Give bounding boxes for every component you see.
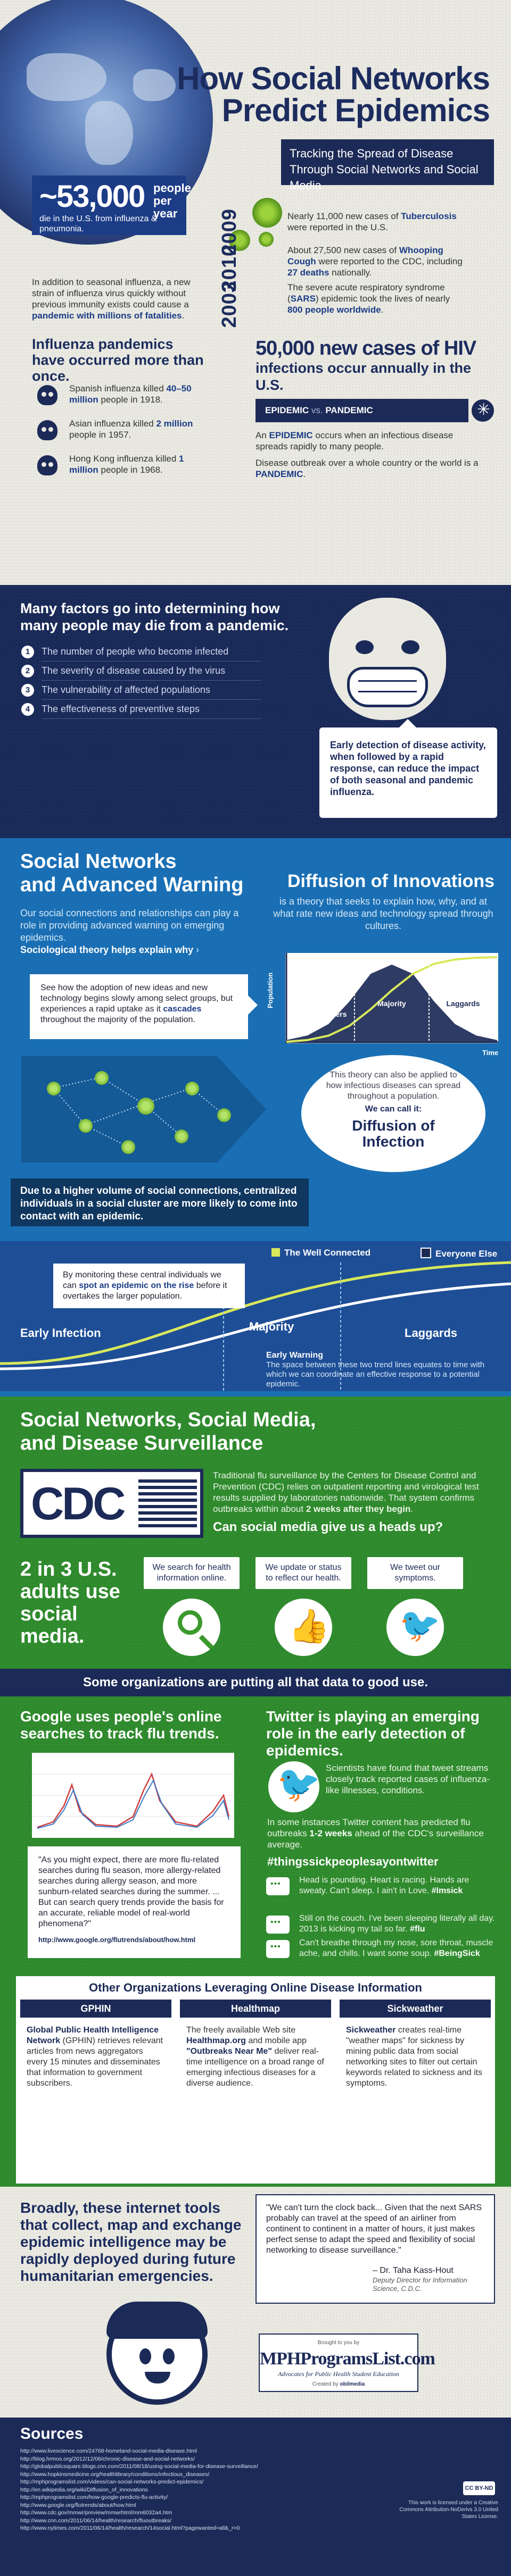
legend-everyone-else: Everyone Else bbox=[421, 1248, 497, 1259]
tweet-symptoms-bubble: We tweet our symptoms. bbox=[367, 1557, 463, 1589]
source-link[interactable]: http://www.cnn.com/2011/06/14/health/research/fluoutbreaks/ bbox=[20, 2517, 172, 2524]
other-organizations-panel: Other Organizations Leveraging Online Disease Information GPHIN Global Public Health Intelligence Network (GPHIN) retrieves relevant articles from news aggregators every 15 minutes and disseminates that information to government subscribers. Healthmap The freely available Web site Healthmap.org and mobile app "Outbreaks Near Me" deliver real-time intelligence on a broad range of emerging infectious diseases for a diverse audience. Sickweather Sickweather creates real-time "weather maps" for sickness by mining public data from social networking sites to filter out certain keywords related to sickness and its symptoms. bbox=[16, 1976, 495, 2184]
factors-heading: Many factors go into determining how many people may die from a pandemic. bbox=[20, 600, 289, 633]
stage-early-infection: Early Infection bbox=[20, 1326, 101, 1340]
factor-item: 3 The vulnerability of affected populations bbox=[21, 683, 261, 699]
cdc-paragraph: Traditional flu surveillance by the Centers for Disease Control and Prevention (CDC) relies on outpatient reporting and virological test results supplied by laboratories nationwide. That system confirms outbreaks within about 2 weeks after they begin. bbox=[213, 1470, 479, 1514]
factor-item: 2 The severity of disease caused by the virus bbox=[21, 664, 261, 680]
tweet-item: ••• Can't breathe through my nose, sore throat, muscle ache, and chills. I want some soup. #BeingSick bbox=[266, 1938, 495, 1973]
deaths-stat: ~53,000 people per year die in the U.S. from influenza & pneumonia. bbox=[32, 175, 186, 235]
chart-label-majority: Majority bbox=[377, 999, 406, 1008]
epidemic-vs-pandemic-bar: EPIDEMIC vs. PANDEMIC bbox=[256, 399, 468, 422]
chart-ylabel: Population bbox=[266, 972, 274, 1008]
pandemic-item: Spanish influenza killed 40–50 million people in 1918. bbox=[37, 383, 213, 413]
google-quote: "As you might expect, there are more flu-related searches during flu season, more allergy-related searches during allergy season, and more sunburn-related searches during the summer. ... But can search query trends provide the basis for an accurate, reliable model of real-world phenomena?" http://www.google.org/flutrends/about/how.html bbox=[28, 1846, 241, 1958]
kass-hout-quote: "We can't turn the clock back... Given that the next SARS probably can travel at the speed of an airliner from continent to continent in a matter of hours, it just makes perfect sense to adapt the speed and flexibility of social networking to disease surveillance." – Dr. Taha Kass-Hout Deputy Director for Information Science, C.D.C. bbox=[256, 2194, 495, 2304]
source-link[interactable]: http://mphprogramslist.com/videos/can-social-networks-predict-epidemics/ bbox=[20, 2479, 204, 2485]
search-health-bubble: We search for health information online. bbox=[144, 1557, 240, 1589]
seasonal-influenza-text: In addition to seasonal influenza, a new strain of influenza virus quickly without previous immunity exists could cause a pandemic with millions of fatalities. bbox=[32, 277, 191, 321]
source-link[interactable]: http://www.google.org/flutrends/about/how.html bbox=[20, 2502, 136, 2508]
pandemic-item: Hong Kong influenza killed 1 million people in 1968. bbox=[37, 453, 213, 483]
sociological-theory-text: Sociological theory helps explain why › bbox=[20, 944, 199, 956]
header-section bbox=[0, 0, 511, 585]
year-label: 2009 bbox=[218, 208, 241, 256]
pandemic-item: Asian influenza killed 2 million people in 1957. bbox=[37, 418, 213, 448]
page-subtitle: Tracking the Spread of Disease Through Social Networks and Social Media bbox=[281, 139, 494, 185]
diffusion-chart bbox=[285, 953, 498, 1043]
factor-item: 4 The effectiveness of preventive steps bbox=[21, 702, 261, 718]
tweet-item: ••• Head is pounding. Heart is racing. Hands are sweaty. Can't sleep. I ain't in Love. #Imsick bbox=[266, 1875, 495, 1911]
cdc-logo: CDC bbox=[20, 1469, 203, 1538]
page-title: How Social Networks Predict Epidemics bbox=[177, 61, 490, 128]
diffusion-heading: Diffusion of Innovations bbox=[287, 871, 495, 891]
social-cluster-illustration bbox=[21, 1056, 266, 1162]
surveillance-heading: Social Networks, Social Media, and Disease Surveillance bbox=[20, 1409, 316, 1454]
monitoring-box: By monitoring these central individuals we can spot an epidemic on the rise before it overtakes the larger population. bbox=[53, 1264, 245, 1308]
network-heading: Social Networks and Advanced Warning bbox=[20, 850, 244, 896]
factor-item: 1 The number of people who become infected bbox=[21, 645, 261, 660]
update-status-bubble: We update or status to reflect our health. bbox=[256, 1557, 351, 1589]
google-heading: Google uses people's online searches to track flu trends. bbox=[20, 1708, 222, 1742]
thumbs-up-icon: 👍 bbox=[275, 1599, 332, 1656]
heads-up-question: Can social media give us a heads up? bbox=[213, 1520, 443, 1534]
source-link[interactable]: http://www.nytimes.com/2011/06/14/health/research/14social.html?pagewanted=all&_r=0 bbox=[20, 2525, 240, 2531]
mph-programs-logo[interactable]: Brought to you by MPHProgramsList.com Advocates for Public Health Student Education Created by obilmedia bbox=[259, 2334, 418, 2392]
org-sickweather: Sickweather Sickweather creates real-time "weather maps" for sickness by mining public data from social networking sites to filter out certain keywords related to sickness and its symptoms. bbox=[335, 2000, 495, 2180]
source-link[interactable]: http://www.cdc.gov/mmwr/preview/mmwrhtml/mm6032a4.htm bbox=[20, 2510, 172, 2516]
social-media-stat: 2 in 3 U.S. adults use social media. bbox=[20, 1558, 120, 1647]
flu-trends-chart bbox=[32, 1753, 234, 1838]
person-face-icon bbox=[106, 2304, 208, 2405]
org-healthmap: Healthmap The freely available Web site Healthmap.org and mobile app "Outbreaks Near Me" deliver real-time intelligence on a broad range of emerging infectious diseases for a diverse audience. bbox=[176, 2000, 335, 2180]
chart-label-early-adopters: Early Adopters bbox=[294, 1010, 347, 1018]
stage-majority: Majority bbox=[249, 1320, 294, 1333]
source-link[interactable]: http://blog.hrmos.org/2012/12/06/chronic-disease-and-social-networks/ bbox=[20, 2455, 195, 2462]
masked-face-icon bbox=[329, 598, 446, 720]
hiv-stat: 50,000 new cases of HIV infections occur annually in the U.S. bbox=[256, 337, 476, 393]
organizations-bar: Some organizations are putting all that data to good use. bbox=[0, 1669, 511, 1696]
broadly-text: Broadly, these internet tools that collect, map and exchange epidemic intelligence may be rapidly deployed during future humanitarian emergencies. bbox=[20, 2199, 242, 2284]
speech-bubble-icon bbox=[266, 1940, 290, 1958]
speech-bubble-icon bbox=[266, 1916, 290, 1934]
twitter-paragraph: Scientists have found that tweet streams closely track reported cases of influenza-like illnesses, conditions. bbox=[326, 1763, 490, 1795]
virus-icon bbox=[468, 396, 497, 425]
bird-icon: 🐦 bbox=[386, 1599, 444, 1656]
legend-well-connected: The Well Connected bbox=[271, 1248, 370, 1258]
pandemic-definition: Disease outbreak over a whole country or the world is a PANDEMIC. bbox=[256, 458, 479, 479]
central-individuals-text: Due to a higher volume of social connections, centralized individuals in a social cluster are more likely to come into contact with an epidemic. bbox=[11, 1178, 309, 1226]
source-link[interactable]: http://www.livescience.com/24768-homeland-social-media-disease.html bbox=[20, 2448, 197, 2454]
virus-icon bbox=[252, 198, 282, 228]
license-text: This work is licensed under a Creative Commons Attribution-NoDerivs 3.0 United States License. bbox=[399, 2500, 498, 2520]
source-link[interactable]: http://mphprogramslist.com/how-google-predicts-flu-activity/ bbox=[20, 2494, 168, 2500]
twitter-bird-icon: 🐦 bbox=[268, 1761, 319, 1812]
epidemic-definition: An EPIDEMIC occurs when an infectious disease spreads rapidly to many people. bbox=[256, 430, 454, 451]
source-link[interactable]: http://www.hopkinsmedicine.org/healthlibrary/conditions/infectious_diseases/ bbox=[20, 2471, 210, 2478]
skull-icon bbox=[37, 420, 57, 440]
year-fact: Nearly 11,000 new cases of Tuberculosis were reported in the U.S. bbox=[287, 211, 457, 232]
network-section bbox=[0, 838, 511, 1396]
twitter-prediction-text: In some instances Twitter content has predicted flu outbreaks 1-2 weeks ahead of the CDC's surveillance average. bbox=[267, 1817, 484, 1850]
diffusion-paragraph: is a theory that seeks to explain how, why, and at what rate new ideas and technology spread through cultures. bbox=[273, 896, 493, 931]
source-link[interactable]: http://en.wikipedia.org/wiki/Diffusion_of_innovations bbox=[20, 2486, 148, 2493]
chart-xlabel: Time bbox=[482, 1049, 499, 1057]
closing-section bbox=[0, 2187, 511, 2576]
adoption-explanation-box: See how the adoption of new ideas and new technology begins slowly among select groups, but experiences a rapid uptake as it cascades throughout the majority of the population. bbox=[30, 974, 248, 1039]
network-paragraph: Our social connections and relationships can play a role in providing advanced warning on emerging epidemics. bbox=[20, 908, 239, 943]
stage-laggards: Laggards bbox=[405, 1326, 458, 1340]
year-label: 2010 bbox=[218, 245, 241, 292]
early-detection-callout: Early detection of disease activity, when followed by a rapid response, can reduce the impact of both seasonal and pandemic influenza. bbox=[319, 727, 497, 818]
twitter-heading: Twitter is playing an emerging role in the early detection of epidemics. bbox=[266, 1708, 480, 1759]
pandemic-heading: Influenza pandemics have occurred more than once. bbox=[32, 336, 204, 384]
hashtag-heading: #thingssickpeoplesayontwitter bbox=[267, 1855, 439, 1868]
early-warning-text: Early Warning The space between these two trend lines equates to time with which we can coordinate an effective response to a potential epidemic. bbox=[266, 1351, 485, 1389]
sources-list bbox=[20, 2447, 340, 2532]
surveillance-section bbox=[0, 1396, 511, 2187]
skull-icon bbox=[37, 385, 57, 405]
tweet-item: ••• Still on the couch. I've been sleeping literally all day. 2013 is kicking my tail so far. #flu bbox=[266, 1913, 495, 1950]
creative-commons-badge[interactable]: CC BY-ND bbox=[463, 2481, 495, 2495]
source-link[interactable]: http://globalpublicsquare.blogs.cnn.com/2011/08/18/using-social-media-for-disease-surveillance/ bbox=[20, 2463, 258, 2470]
year-label: 2003 bbox=[218, 281, 241, 328]
sources-panel: Sources http://www.livescience.com/24768-homeland-social-media-disease.html http://blog.hrmos.org/2012/12/06/chronic-disease-and-social-networks/ http://globalpublicsquare.blogs.cnn.com/2011/08/18/using-social-media-for-disease-surveillance/ http://www.hopkinsmedicine.org/healthlibrary/conditions/infectious_diseases/ http://mphprogramslist.com/videos/can-social-networks-predict-epidemics/ http://en.wikipedia.org/wiki/Diffusion_of_innovations http://mphprogramslist.com/how-google-predicts-flu-activity/ http://www.google.org/flutrends/about/how.html http://www.cdc.gov/mmwr/preview/mmwrhtml/mm6032a4.htm http://www.cnn.com/2011/06/14/health/research/fluoutbreaks/ http://www.nytimes.com/2011/06/14/health/research/14social.html?pagewanted=all&_r=0 CC BY-ND This work is licensed under a Creative Commons Attribution-NoDerivs 3.0 United States License. bbox=[0, 2418, 511, 2576]
factors-section bbox=[0, 585, 511, 838]
year-fact: The severe acute respiratory syndrome (SARS) epidemic took the lives of nearly 800 people worldwide. bbox=[287, 282, 450, 315]
speech-bubble-icon bbox=[266, 1877, 290, 1895]
org-gphin: GPHIN Global Public Health Intelligence Network (GPHIN) retrieves relevant articles from news aggregators every 15 minutes and disseminates that information to government subscribers. bbox=[16, 2000, 176, 2180]
chart-label-laggards: Laggards bbox=[446, 999, 480, 1008]
magnifier-icon bbox=[163, 1599, 220, 1656]
skull-icon bbox=[37, 455, 57, 475]
google-flutrends-link[interactable]: http://www.google.org/flutrends/about/how.html bbox=[38, 1936, 196, 1944]
virus-icon bbox=[259, 232, 274, 247]
diffusion-of-infection-badge: This theory can also be applied to how infectious diseases can spread throughout a population. We can call it: Diffusion of Infection bbox=[301, 1055, 485, 1172]
year-fact: About 27,500 new cases of Whooping Cough were reported to the CDC, including 27 deaths nationally. bbox=[287, 245, 463, 278]
